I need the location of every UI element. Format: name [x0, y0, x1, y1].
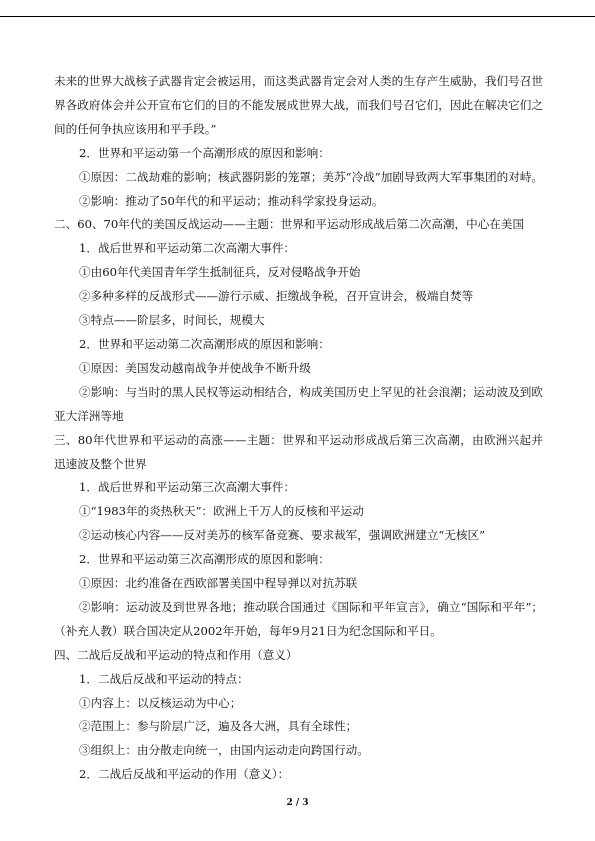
paragraph: ②影响：推动了50年代的和平运动；推动科学家投身运动。: [79, 193, 384, 208]
paragraph: ①内容上：以反核运动为中心；: [79, 695, 242, 710]
paragraph: ②运动核心内容——反对美苏的核军备竞赛、要求裁军，强调欧洲建立“无核区”: [79, 528, 486, 543]
paragraph: ②范围上：参与阶层广泛，遍及各大洲，具有全球性；: [79, 719, 358, 734]
paragraph: ①原因：二战劫难的影响；核武器阴影的笼罩；美苏“冷战”加剧导致两大军事集团的对峙。: [79, 169, 544, 184]
header-rule: [0, 16, 595, 17]
paragraph: 2．世界和平运动第三次高潮形成的原因和影响：: [79, 552, 330, 567]
paragraph: 1．战后世界和平运动第二次高潮大事件：: [79, 241, 296, 256]
paragraph: ③组织上：由分散走向统一，由国内运动走向跨国行动。: [79, 743, 369, 758]
paragraph: ①原因：美国发动越南战争并使战争不断升级: [79, 360, 311, 375]
paragraph: ②影响：运动波及到世界各地；推动联合国通过《国际和平年宣言》，确立“国际和平年”；（补充人教）联合国决定从2002年开始，每年9月21日为纪念国际和平日。: [54, 599, 543, 638]
paragraph: ②影响：与当时的黑人民权等运动相结合，构成美国历史上罕见的社会浪潮；运动波及到欧亚大洋洲等地: [54, 384, 543, 423]
paragraph: 2．二战后反战和平运动的作用（意义）：: [79, 767, 290, 782]
paragraph: ①由60年代美国青年学生抵制征兵，反对侵略战争开始: [79, 265, 361, 280]
paragraph: ①“1983年的炎热秋天”：欧洲上千万人的反核和平运动: [79, 504, 364, 519]
paragraph: 未来的世界大战核子武器肯定会被运用，而这类武器肯定会对人类的生存产生威胁，我们号召世界各政府体会并公开宣布它们的目的不能发展成世界大战，而我们号召它们，因此在解决它们之间的任何争执应该用和平手段。”: [54, 74, 543, 136]
paragraph: 三、80年代世界和平运动的高涨——主题：世界和平运动形成战后第三次高潮，由欧洲兴起并迅速波及整个世界: [54, 432, 543, 471]
paragraph: 1．战后世界和平运动第三次高潮大事件：: [79, 480, 296, 495]
paragraph: 1．二战后反战和平运动的特点：: [79, 671, 249, 686]
paragraph: 四、二战后反战和平运动的特点和作用（意义）: [54, 647, 298, 662]
paragraph: 2．世界和平运动第二次高潮形成的原因和影响：: [79, 336, 330, 351]
paragraph: ②多种多样的反战形式——游行示威、拒缴战争税，召开宣讲会，极端自焚等: [79, 289, 474, 304]
paragraph: ③特点——阶层多，时间长，规模大: [79, 313, 265, 328]
page-number: 2 / 3: [286, 798, 309, 808]
paragraph: ①原因：北约准备在西欧部署美国中程导弹以对抗苏联: [79, 576, 358, 591]
document-body: [54, 70, 543, 787]
paragraph: 二、60、70年代的美国反战运动——主题：世界和平运动形成战后第二次高潮，中心在美国: [54, 217, 525, 232]
paragraph: 2．世界和平运动第一个高潮形成的原因和影响：: [79, 145, 330, 160]
